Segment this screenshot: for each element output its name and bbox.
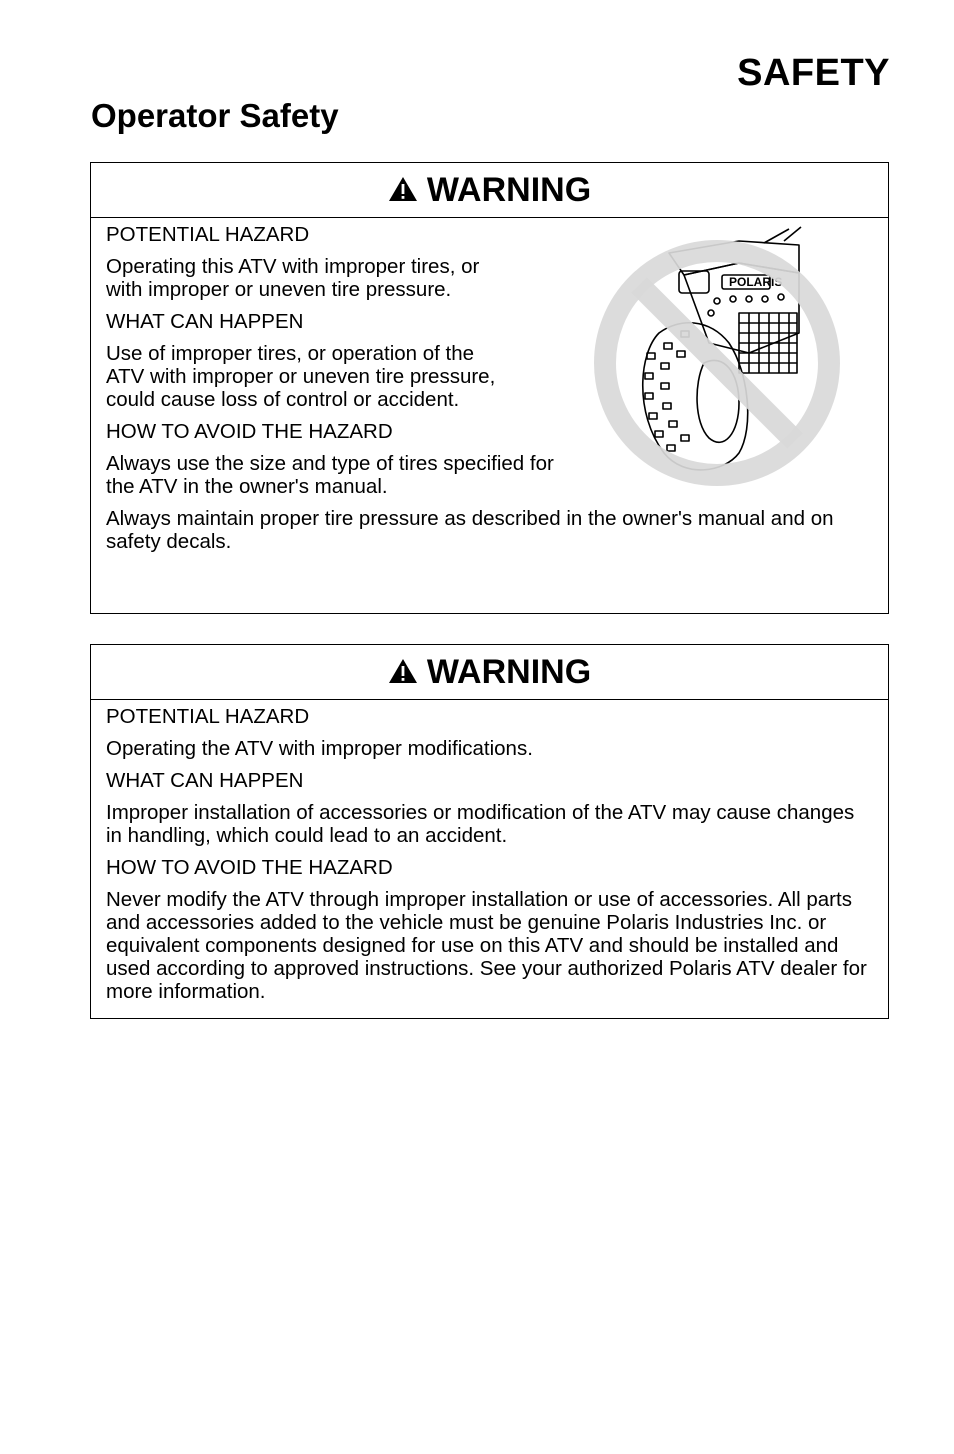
warning-box-tires <box>90 162 889 614</box>
warning-body <box>91 700 888 1003</box>
avoid-label: HOW TO AVOID THE HAZARD <box>106 420 393 443</box>
avoid-label: HOW TO AVOID THE HAZARD <box>106 856 393 879</box>
hazard-label: POTENTIAL HAZARD <box>106 223 310 246</box>
hazard-text: Operating the ATV with improper modifications. <box>106 737 533 760</box>
hazard-text: Operating this ATV with improper tires, or with improper or uneven tire pressure. <box>106 255 480 301</box>
atv-tire-prohibited-illustration <box>589 223 849 493</box>
polaris-logo-text: POLARIS <box>729 275 783 289</box>
warning-triangle-icon <box>388 175 418 203</box>
warning-box-modifications <box>90 644 889 1019</box>
happen-label: WHAT CAN HAPPEN <box>106 310 304 333</box>
warning-header <box>91 163 888 218</box>
happen-text: Improper installation of accessories or modification of the ATV may cause changes in handling, which could lead to an accident. <box>106 801 855 847</box>
happen-text: Use of improper tires, or operation of the ATV with improper or uneven tire pressure, could cause loss of control or accident. <box>106 342 496 411</box>
warning-header <box>91 645 888 700</box>
page-title: Operator Safety <box>91 97 339 134</box>
warning-triangle-icon <box>388 657 418 685</box>
avoid-text: Always maintain proper tire pressure as described in the owner's manual and on safety decals. <box>106 507 834 553</box>
avoid-text: Never modify the ATV through improper installation or use of accessories. All parts and accessories added to the vehicle must be genuine Polaris Industries Inc. or equivalent components designed for use on this ATV and should be installed and used according to approved instructions. See your authorized Polaris ATV dealer for more information. <box>106 888 867 1003</box>
avoid-text: Always use the size and type of tires specified for the ATV in the owner's manual. <box>106 452 554 498</box>
section-title: SAFETY <box>737 52 890 94</box>
hazard-label: POTENTIAL HAZARD <box>106 705 310 728</box>
warning-heading: WARNING <box>426 652 592 691</box>
warning-heading: WARNING <box>426 170 592 209</box>
happen-label: WHAT CAN HAPPEN <box>106 769 304 792</box>
